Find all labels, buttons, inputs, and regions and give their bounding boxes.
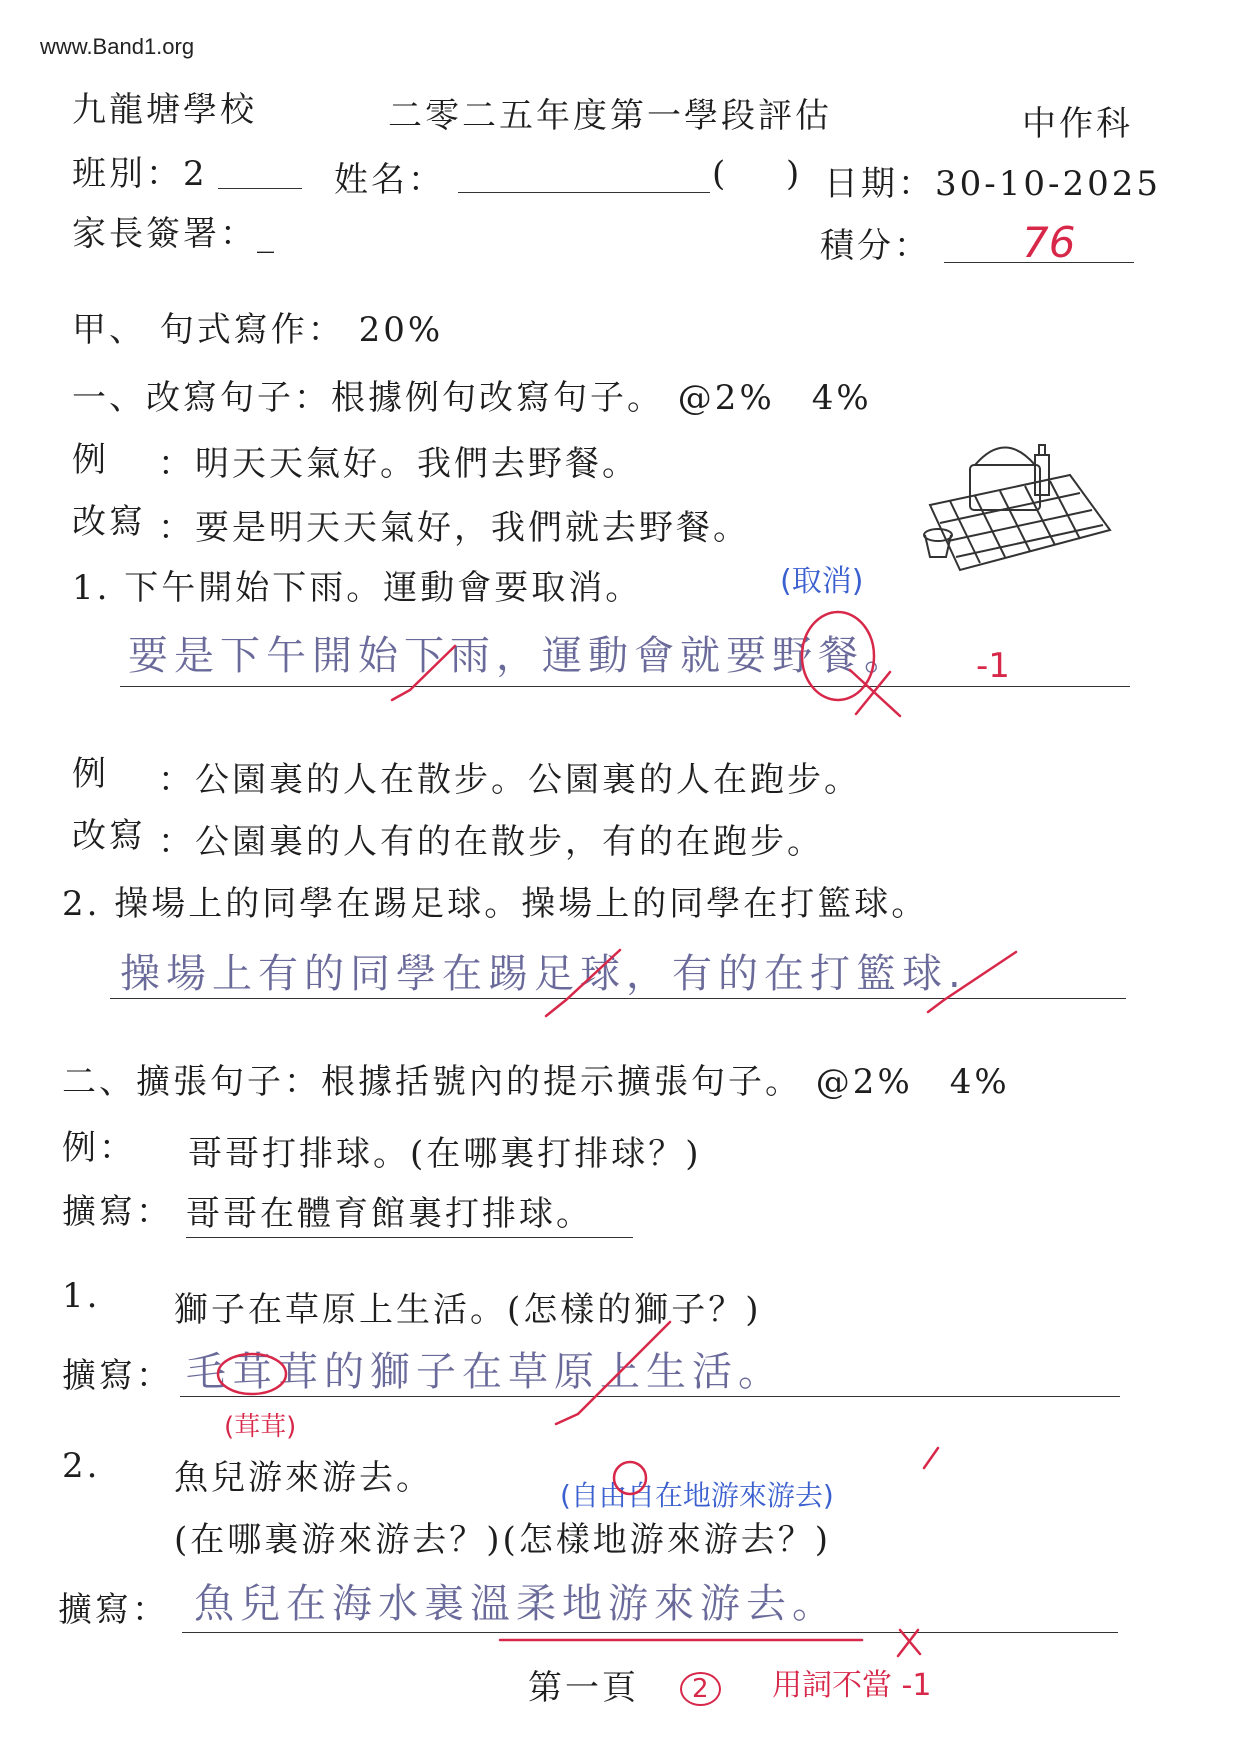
school-name: 九龍塘學校 <box>72 90 257 130</box>
example2-label: 例 <box>72 754 109 794</box>
class-number-paren-open: ( <box>712 154 729 194</box>
part2-heading: 二、擴張句子：根據括號內的提示擴張句子。 @2% 4% <box>62 1062 1010 1102</box>
rewrite1-text: ：要是明天天氣好，我們就去野餐。 <box>158 508 750 548</box>
rewrite2-label: 改寫 <box>72 816 146 856</box>
class-number-paren-close: ) <box>786 154 803 194</box>
parent-signature-label: 家長簽署：_ <box>72 214 277 254</box>
score-value: 76 <box>1022 218 1076 267</box>
part2-question1-text: 獅子在草原上生活。(怎樣的獅子？) <box>174 1290 762 1330</box>
part2-question2-hint: (在哪裏游來游去？)(怎樣地游來游去？) <box>174 1520 832 1560</box>
p2q2-cross-mark <box>898 1630 920 1656</box>
part2-expand-label: 擴寫： <box>62 1192 173 1232</box>
part2-question1-number: 1. <box>62 1276 101 1316</box>
example1-label: 例 <box>72 440 109 480</box>
part2-expand-text: 哥哥在體育館裏打排球。 <box>186 1186 633 1238</box>
question2-text: 2. 操場上的同學在踢足球。操場上的同學在打籃球。 <box>62 884 929 924</box>
q2-check-mark-2 <box>928 952 1016 1012</box>
question2-answer: 操場上有的同學在踢足球，有的在打籃球. <box>120 951 967 997</box>
class-label: 班別：2 <box>72 154 208 194</box>
p2q2-tick-top <box>924 1448 938 1468</box>
part2-question2-text: 魚兒游來游去。 <box>174 1458 433 1498</box>
part2-question1-correction: (茸茸) <box>224 1412 297 1442</box>
exam-title: 二零二五年度第一學段評估 <box>388 96 832 136</box>
name-label: 姓名： <box>334 160 445 200</box>
q2-check-mark-1 <box>546 950 620 1016</box>
teacher-note: 用詞不當 -1 <box>772 1668 932 1703</box>
part1-heading: 一、改寫句子：根據例句改寫句子。 @2% 4% <box>72 378 872 418</box>
subject-label: 中作科 <box>1022 104 1133 144</box>
example1-text: ：明天天氣好。我們去野餐。 <box>158 444 639 484</box>
p2q2-error-circle <box>614 1462 646 1494</box>
part2-question1-expand-label: 擴寫： <box>62 1356 173 1396</box>
question1-answer: 要是下午開始下雨，運動會就要野餐。 <box>128 633 910 679</box>
part2-question2-number: 2. <box>62 1446 101 1486</box>
q1-error-circle <box>802 612 874 700</box>
part2-example-text: 哥哥打排球。(在哪裏打排球？) <box>188 1134 702 1174</box>
part2-question2-correction: (自由自在地游來游去) <box>560 1479 834 1512</box>
question1-correction: (取消) <box>780 564 864 599</box>
score-label: 積分： <box>820 226 931 266</box>
part2-question1-answer: 毛茸茸的獅子在草原上生活。 <box>186 1349 784 1395</box>
section-a-heading: 甲、 句式寫作： 20% <box>72 310 444 350</box>
question1-text: 1. 下午開始下雨。運動會要取消。 <box>72 568 643 608</box>
p2q1-check-mark <box>556 1322 670 1424</box>
date-label: 日期：30-10-2025 <box>824 164 1162 204</box>
part2-question2-expand-label: 擴寫： <box>58 1590 169 1630</box>
website-url: www.Band1.org <box>40 34 195 59</box>
page-score: 2 <box>680 1672 721 1706</box>
page-number-label: 第一頁 <box>528 1668 639 1708</box>
part2-example-label: 例： <box>62 1128 136 1168</box>
rewrite2-text: ：公園裏的人有的在散步，有的在跑步。 <box>158 822 824 862</box>
part2-question2-answer: 魚兒在海水裏溫柔地游來游去。 <box>194 1581 838 1627</box>
rewrite1-label: 改寫 <box>72 502 146 542</box>
example2-text: ：公園裏的人在散步。公園裏的人在跑步。 <box>158 760 861 800</box>
question1-deduction: -1 <box>976 646 1010 686</box>
p2q1-error-circle <box>218 1354 286 1394</box>
q1-check-mark <box>392 646 455 700</box>
